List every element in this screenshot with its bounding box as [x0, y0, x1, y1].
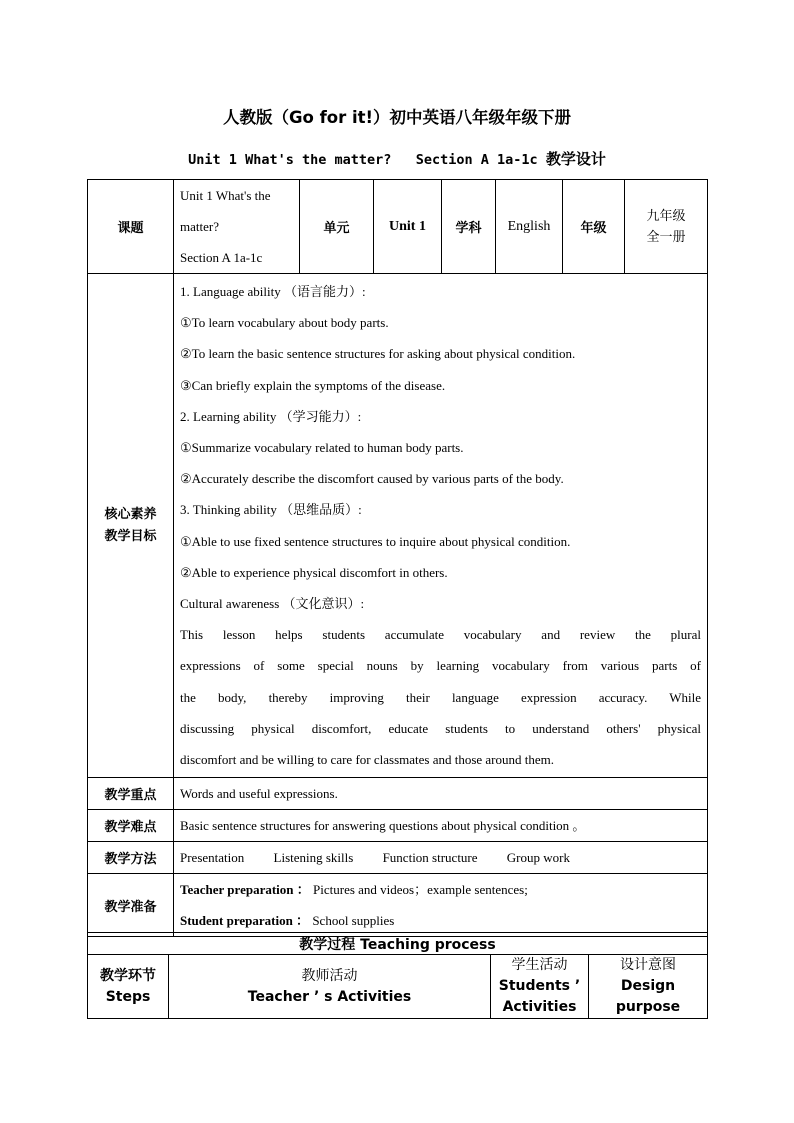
teacher-activities-header: 教师活动 Teacher ’ s Activities: [169, 955, 491, 1019]
unit-value: Unit 1: [374, 180, 442, 274]
method-item: Group work: [506, 849, 570, 865]
topic-label: 课题: [88, 180, 174, 274]
language-ability-heading: 1. Language ability （语言能力）:: [180, 284, 366, 299]
unit-label: 单元: [300, 180, 374, 274]
subject-value: English: [496, 180, 563, 274]
cultural-line: the body, thereby improving their language expression accuracy. While: [180, 689, 701, 705]
objective-item: ②To learn the basic sentence structures for asking about physical condition.: [180, 346, 576, 362]
objectives-row: [88, 274, 708, 778]
key-points-value: Words and useful expressions.: [174, 778, 708, 810]
method-item: Function structure: [382, 849, 478, 865]
key-points-label: 教学重点: [88, 778, 174, 810]
methods-row: [88, 842, 708, 874]
objective-item: ②Accurately describe the discomfort caused by various parts of the body.: [180, 471, 564, 487]
subtitle-english: Unit 1 What's the matter? Section A 1a-1c: [188, 152, 538, 168]
preparation-row: [88, 874, 708, 937]
preparation-label: 教学准备: [88, 874, 174, 937]
student-activities-header: 学生活动 Students ’ Activities: [491, 955, 589, 1019]
process-title: 教学过程 Teaching process: [88, 933, 708, 955]
objective-item: ③Can briefly explain the symptoms of the disease.: [180, 377, 446, 393]
teaching-process-table: [87, 932, 708, 1019]
steps-header: 教学环节 Steps: [88, 955, 169, 1019]
objectives-content: [174, 274, 708, 778]
objective-item: ①Able to use fixed sentence structures to inquire about physical condition.: [180, 533, 571, 549]
difficulties-value: Basic sentence structures for answering questions about physical condition 。: [174, 810, 708, 842]
difficulties-label: 教学难点: [88, 810, 174, 842]
difficulties-row: [88, 810, 708, 842]
document-title: 人教版（Go for it!）初中英语八年级年级下册: [222, 108, 572, 127]
objective-item: ②Able to experience physical discomfort in others.: [180, 564, 448, 580]
thinking-ability-heading: 3. Thinking ability （思维品质）:: [180, 502, 362, 518]
objective-item: ①Summarize vocabulary related to human body parts.: [180, 440, 464, 456]
lesson-plan-table: [87, 179, 708, 937]
grade-label: 年级: [563, 180, 625, 274]
design-purpose-header: 设计意图 Design purpose: [589, 955, 708, 1019]
key-points-row: [88, 778, 708, 810]
grade-value: 九年级 全一册: [625, 180, 708, 274]
subject-label: 学科: [442, 180, 496, 274]
learning-ability-heading: 2. Learning ability （学习能力）:: [180, 408, 362, 424]
cultural-awareness-heading: Cultural awareness （文化意识）:: [180, 596, 365, 612]
objectives-label: 核心素养 教学目标: [88, 274, 174, 778]
student-preparation: Student preparation ： School supplies: [180, 913, 395, 929]
process-header-row: [88, 955, 708, 1019]
objective-item: ①To learn vocabulary about body parts.: [180, 315, 389, 331]
subtitle-chinese: 教学设计: [545, 150, 606, 168]
topic-value: Unit 1 What's the matter? Section A 1a-1c: [174, 180, 300, 274]
document-subtitle: [0, 148, 794, 169]
methods-label: 教学方法: [88, 842, 174, 874]
info-row: [88, 180, 708, 274]
preparation-value: [174, 874, 708, 937]
methods-value: [174, 842, 708, 874]
teacher-preparation: Teacher preparation ： Pictures and videos；example sentences;: [180, 882, 528, 898]
cultural-line: discomfort and be willing to care for classmates and those around them.: [180, 752, 555, 768]
cultural-line: discussing physical discomfort, educate students to understand others' physical: [180, 720, 701, 736]
process-title-row: [88, 933, 708, 955]
method-item: Presentation: [180, 849, 245, 865]
cultural-line: This lesson helps students accumulate vocabulary and review the plural: [180, 627, 701, 643]
cultural-line: expressions of some special nouns by learning vocabulary from various parts of: [180, 658, 701, 674]
method-item: Listening skills: [273, 849, 354, 865]
